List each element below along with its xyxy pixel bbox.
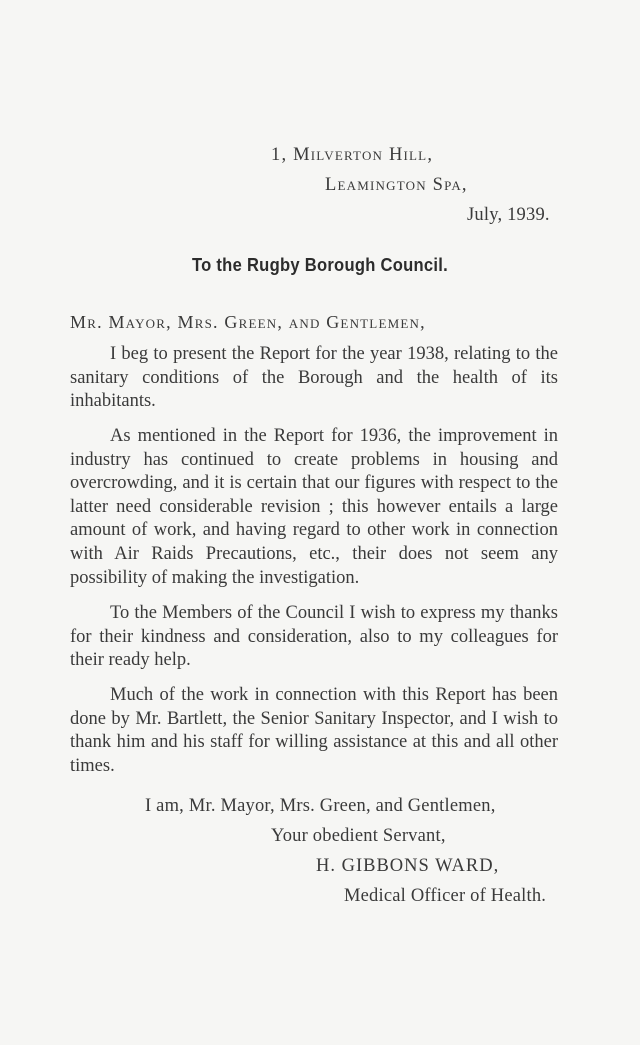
salutation: Mr. Mayor, Mrs. Green, and Gentlemen, bbox=[70, 312, 426, 332]
closing-servant: Your obedient Servant, bbox=[271, 826, 446, 846]
letter-heading: To the Rugby Borough Council. bbox=[191, 255, 449, 275]
paragraph-4: Much of the work in connection with this Report has been done by Mr. Bartlett, the Senior Sanitary Inspector, and I wish to thank him and his staff for willing assistance at this and all other times. bbox=[70, 685, 558, 776]
paragraph-1: I beg to present the Report for the year 1938, relating to the sanitary conditions of the Borough and the health of its inhabitants. bbox=[70, 344, 558, 412]
closing-line: I am, Mr. Mayor, Mrs. Green, and Gentlemen, bbox=[145, 796, 496, 816]
paragraph-3: To the Members of the Council I wish to express my thanks for their kindness and consideration, also to my colleagues for their ready help. bbox=[70, 603, 558, 671]
address-line-1: 1, Milverton Hill, bbox=[271, 145, 434, 165]
letter-date: July, 1939. bbox=[467, 205, 550, 225]
address-line-2: Leamington Spa, bbox=[325, 175, 468, 195]
signature: H. GIBBONS WARD, bbox=[316, 856, 500, 876]
signature-title: Medical Officer of Health. bbox=[344, 886, 547, 906]
paragraph-2: As mentioned in the Report for 1936, the improvement in industry has continued to create problems in housing and overcrowding, and it is certain that our figures with respect to the latter need considerable revision ; this however entails a large amount of work, and having regard to other work in connection with Air Raids Precautions, etc., their does not seem any possibility of making the investigation. bbox=[70, 426, 558, 588]
